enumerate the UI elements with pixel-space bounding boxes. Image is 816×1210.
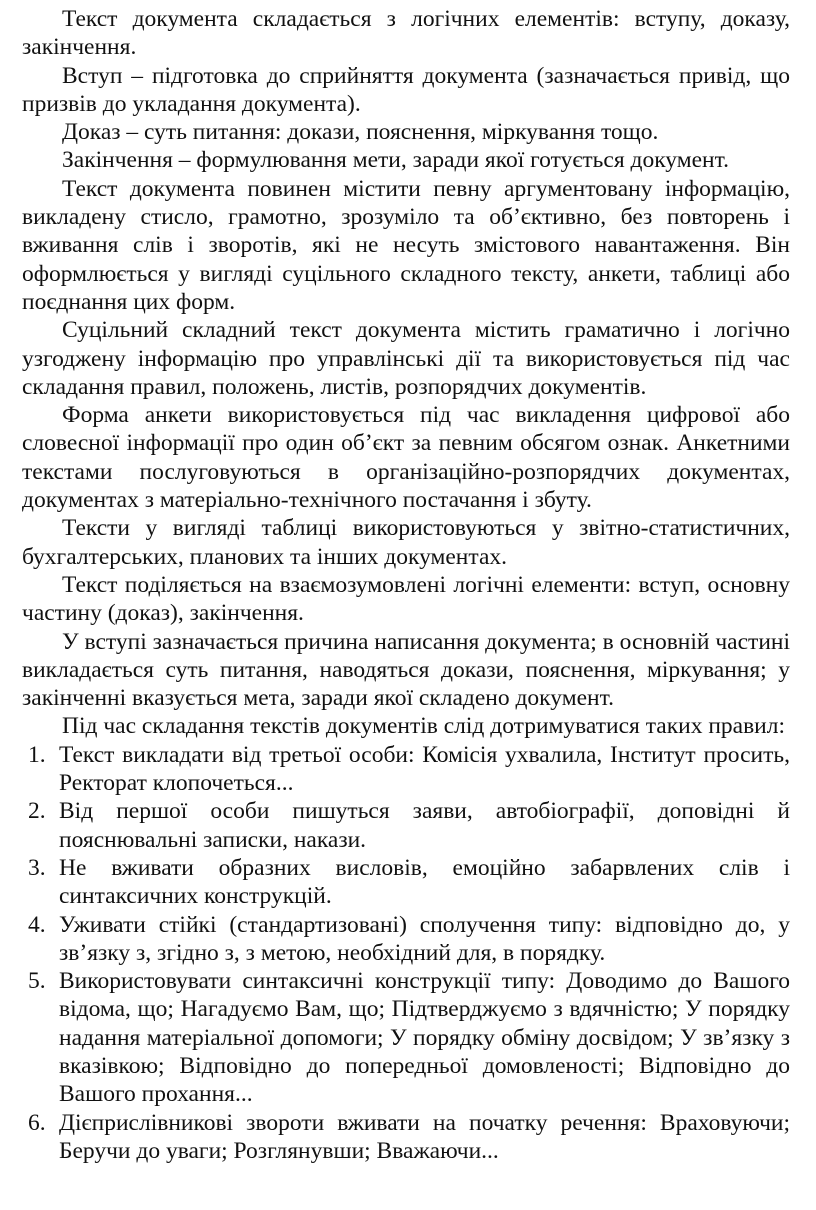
list-item-number: 2. [28,798,46,825]
list-item [22,967,790,1108]
list-item [22,911,790,968]
list-item-number: 6. [28,1109,46,1136]
list-item-number: 5. [28,968,46,995]
paragraph-intro-definition: Вступ – підготовка до сприйняття документа (зазначається привід, що призвів до укладання документа). [22,62,790,117]
paragraph-proof-definition: Доказ – суть питання: докази, пояснення, міркування тощо. [62,119,659,146]
list-item-text: Дієприслівникові звороти вживати на початку речення: Враховуючи; Беручи до уваги; Розглянувши; Вважаючи... [59,1109,790,1164]
list-item [22,854,790,911]
list-item-number: 1. [28,741,46,768]
paragraph-logical-elements: Текст документа складається з логічних елементів: вступу, доказу, закінчення. [22,6,790,61]
list-item-number: 3. [28,854,46,881]
paragraph-text-requirements: Текст документа повинен містити певну аргументовану інформацію, викладену стисло, грамотно, зрозуміло та об’єктивно, без повторень і вживання слів і зворотів, які не несуть змістового навантаження. Він оформлюється у вигляді суцільного складного тексту, анкети, таблиці або поєднання цих форм. [22,175,790,315]
list-item-text: Від першої особи пишуться заяви, автобіографії, доповідні й пояснювальні записки, накази. [59,798,790,853]
rules-list [22,741,790,1165]
list-item [22,741,790,798]
paragraph-continuous-text: Суцільний складний текст документа містить граматично і логічно узгоджену інформацію про управлінські дії та використовується під час складання правил, положень, листів, розпорядчих документів. [22,317,790,400]
list-item-text: Текст викладати від третьої особи: Комісія ухвалила, Інститут просить, Ректорат клопочеться... [59,741,790,797]
list-item [22,797,790,854]
paragraph-conclusion-definition: Закінчення – формулювання мети, заради якої готується документ. [62,147,729,174]
list-item-text: Використовувати синтаксичні конструкції типу: Доводимо до Вашого відома, що; Нагадуємо Вам, що; Підтверджуємо з вдячністю; У порядку надання матеріальної допомоги; У порядку обміну досвідом; У зв’язку з вказівкою; Відповідно до попередньої домовленості; Відповідно до Вашого прохання... [59,968,790,1108]
list-item [22,1109,790,1166]
paragraph-rules-intro: Під час складання текстів документів слід дотримуватися таких правил: [62,713,786,740]
paragraph-table-form: Тексти у вигляді таблиці використовуються у звітно-статистичних, бухгалтерських, планових та інших документах. [22,515,790,570]
list-item-text: Уживати стійкі (стандартизовані) сполучення типу: відповідно до, у зв’язку з, згідно з, з метою, необхідний для, в порядку. [59,911,790,966]
list-item-text: Не вживати образних висловів, емоційно забарвлених слів і синтаксичних конструкцій. [59,854,790,910]
paragraph-questionnaire-form: Форма анкети використовується під час викладення цифрової або словесної інформації про один об’єкт за певним обсягом ознак. Анкетними текстами послуговуються в організаційно-розпорядчих документах, документах з матеріально-технічного постачання і збуту. [22,402,790,514]
list-item-number: 4. [28,911,46,938]
paragraph-text-division: Текст поділяється на взаємозумовлені логічні елементи: вступ, основну частину (доказ), закінчення. [22,571,790,627]
paragraph-parts-content: У вступі зазначається причина написання документа; в основній частині викладається суть питання, наводяться докази, пояснення, міркування; у закінченні вказується мета, заради якої складено документ. [22,628,790,712]
